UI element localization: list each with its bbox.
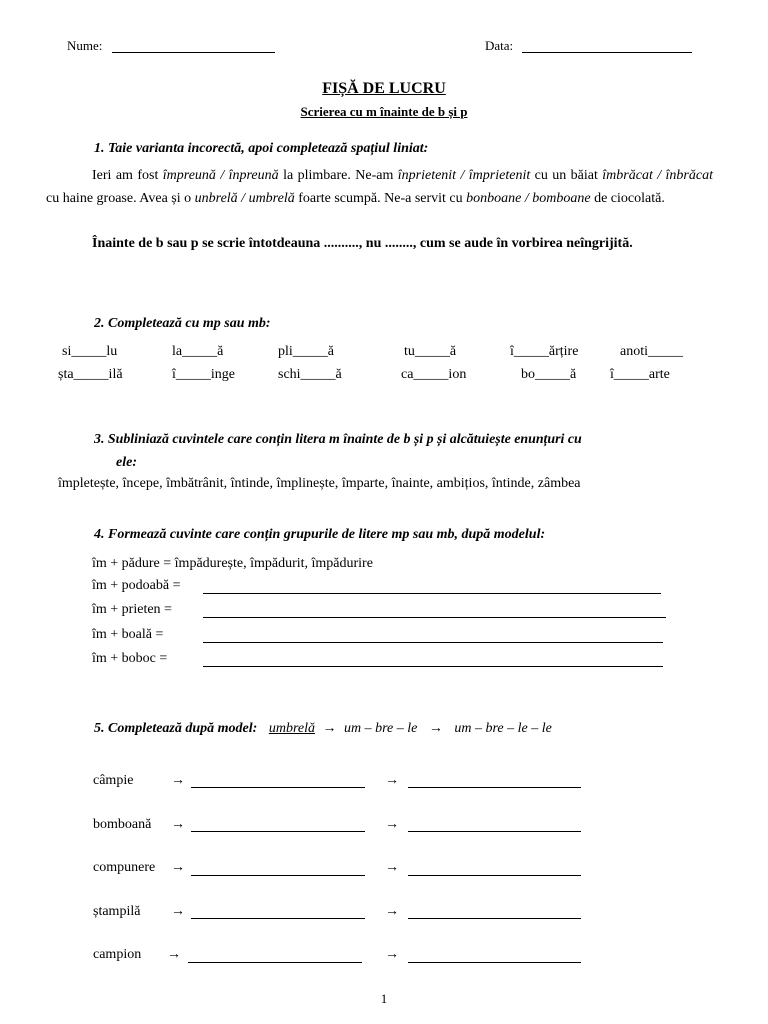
name-label: Nume: bbox=[67, 38, 103, 53]
ex2-item[interactable]: șta_____ilă bbox=[58, 367, 123, 382]
ex3-heading-line2: ele: bbox=[116, 455, 137, 470]
ex2-item[interactable]: anoti_____ bbox=[620, 344, 683, 359]
ex2-item[interactable]: î_____ărțire bbox=[510, 344, 579, 359]
ex5-answer-line[interactable] bbox=[191, 875, 365, 876]
ex1-text: de ciocolată. bbox=[590, 190, 665, 206]
ex4-answer-line[interactable] bbox=[203, 593, 661, 594]
ex2-item[interactable]: pli_____ă bbox=[278, 344, 334, 359]
arrow-icon: → bbox=[385, 817, 399, 832]
ex2-heading: 2. Completează cu mp sau mb: bbox=[94, 316, 271, 331]
ex1-text: cu haine groase. Avea și o bbox=[46, 190, 195, 206]
arrow-icon: → bbox=[171, 860, 185, 875]
ex1-text: cu un băiat bbox=[530, 168, 603, 183]
name-blank[interactable] bbox=[112, 52, 275, 53]
ex4-item-label: îm + prieten = bbox=[92, 602, 172, 617]
ex1-heading: 1. Taie varianta incorectă, apoi completează spațiul liniat: bbox=[94, 141, 429, 156]
page-number: 1 bbox=[380, 991, 388, 1006]
ex4-model: îm + pădure = împădurește, împădurit, împădurire bbox=[92, 556, 373, 571]
ex1-variant[interactable]: înprietenit / împrietenit bbox=[397, 168, 531, 183]
arrow-icon: → bbox=[385, 860, 399, 875]
page-title: FIȘĂ DE LUCRU bbox=[322, 80, 446, 97]
ex2-item[interactable]: schi_____ă bbox=[278, 367, 342, 382]
ex4-answer-line[interactable] bbox=[203, 666, 663, 667]
ex5-model-split1: um – bre – le bbox=[343, 721, 418, 736]
ex4-answer-line[interactable] bbox=[203, 617, 666, 618]
ex4-heading: 4. Formează cuvinte care conțin grupurile de litere mp sau mb, după modelul: bbox=[94, 527, 546, 542]
ex5-heading-row bbox=[94, 721, 552, 737]
ex1-paragraph bbox=[46, 165, 713, 210]
ex5-word: câmpie bbox=[93, 773, 134, 788]
ex1-text: foarte scumpă. Ne-a servit cu bbox=[294, 190, 467, 206]
ex3-words[interactable]: împletește, începe, îmbătrânit, întinde, împlinește, împarte, înainte, ambițios, întinde, zâmbea bbox=[58, 476, 581, 491]
ex5-answer-line[interactable] bbox=[191, 918, 365, 919]
ex5-answer-line[interactable] bbox=[188, 962, 362, 963]
subtitle-text: Scrierea cu m înainte de b și p bbox=[300, 104, 468, 119]
ex1-variant[interactable]: îmbrăcat / înbrăcat bbox=[602, 168, 713, 183]
ex2-item[interactable]: tu_____ă bbox=[404, 344, 457, 359]
ex4-item-label: îm + podoabă = bbox=[92, 578, 181, 593]
ex5-answer-line[interactable] bbox=[408, 918, 581, 919]
date-blank[interactable] bbox=[522, 52, 692, 53]
ex5-answer-line[interactable] bbox=[191, 787, 365, 788]
date-label: Data: bbox=[485, 38, 514, 53]
ex5-answer-line[interactable] bbox=[408, 875, 581, 876]
ex5-answer-line[interactable] bbox=[408, 831, 581, 832]
ex5-answer-line[interactable] bbox=[408, 962, 581, 963]
ex2-item[interactable]: si_____lu bbox=[62, 344, 118, 359]
ex1-variant[interactable]: bonboane / bomboane bbox=[466, 190, 591, 206]
arrow-icon: → bbox=[171, 904, 185, 919]
ex1-text: la plimbare. Ne-am bbox=[278, 168, 398, 183]
ex1-variant[interactable]: împreună / înpreună bbox=[162, 168, 279, 183]
arrow-icon: → bbox=[428, 721, 443, 736]
ex5-heading: 5. Completează după model: bbox=[94, 721, 258, 736]
page-subtitle bbox=[0, 104, 768, 120]
arrow-icon: → bbox=[385, 947, 399, 962]
arrow-icon: → bbox=[385, 904, 399, 919]
ex3-heading-line1: 3. Subliniază cuvintele care conțin litera m înainte de b și p și alcătuiește enunțuri cu bbox=[94, 432, 582, 447]
ex5-answer-line[interactable] bbox=[408, 787, 581, 788]
arrow-icon: → bbox=[171, 773, 185, 788]
arrow-icon: → bbox=[385, 773, 399, 788]
ex5-model-word: umbrelă bbox=[268, 721, 315, 736]
ex2-item[interactable]: î_____inge bbox=[172, 367, 235, 382]
ex5-word: campion bbox=[93, 947, 142, 962]
ex5-word: bomboană bbox=[93, 817, 152, 832]
ex1-rule[interactable]: Înainte de b sau p se scrie întotdeauna .........., nu ........, cum se aude în vorbirea neîngrijită. bbox=[92, 236, 633, 251]
ex5-word: compunere bbox=[93, 860, 156, 875]
ex5-answer-line[interactable] bbox=[191, 831, 365, 832]
ex2-item[interactable]: ca_____ion bbox=[401, 367, 467, 382]
ex2-item[interactable]: bo_____ă bbox=[521, 367, 577, 382]
ex4-answer-line[interactable] bbox=[203, 642, 663, 643]
ex1-variant[interactable]: unbrelă / umbrelă bbox=[194, 190, 295, 206]
ex5-model-split2: um – bre – le – le bbox=[454, 721, 552, 736]
arrow-icon: → bbox=[167, 947, 181, 962]
ex5-word: ștampilă bbox=[93, 904, 141, 919]
ex2-item[interactable]: î_____arte bbox=[610, 367, 670, 382]
arrow-icon: → bbox=[322, 721, 337, 736]
ex2-item[interactable]: la_____ă bbox=[172, 344, 224, 359]
ex4-item-label: îm + boboc = bbox=[92, 651, 168, 666]
arrow-icon: → bbox=[171, 817, 185, 832]
ex4-item-label: îm + boală = bbox=[92, 627, 164, 642]
ex1-text: Ieri am fost bbox=[92, 168, 163, 183]
